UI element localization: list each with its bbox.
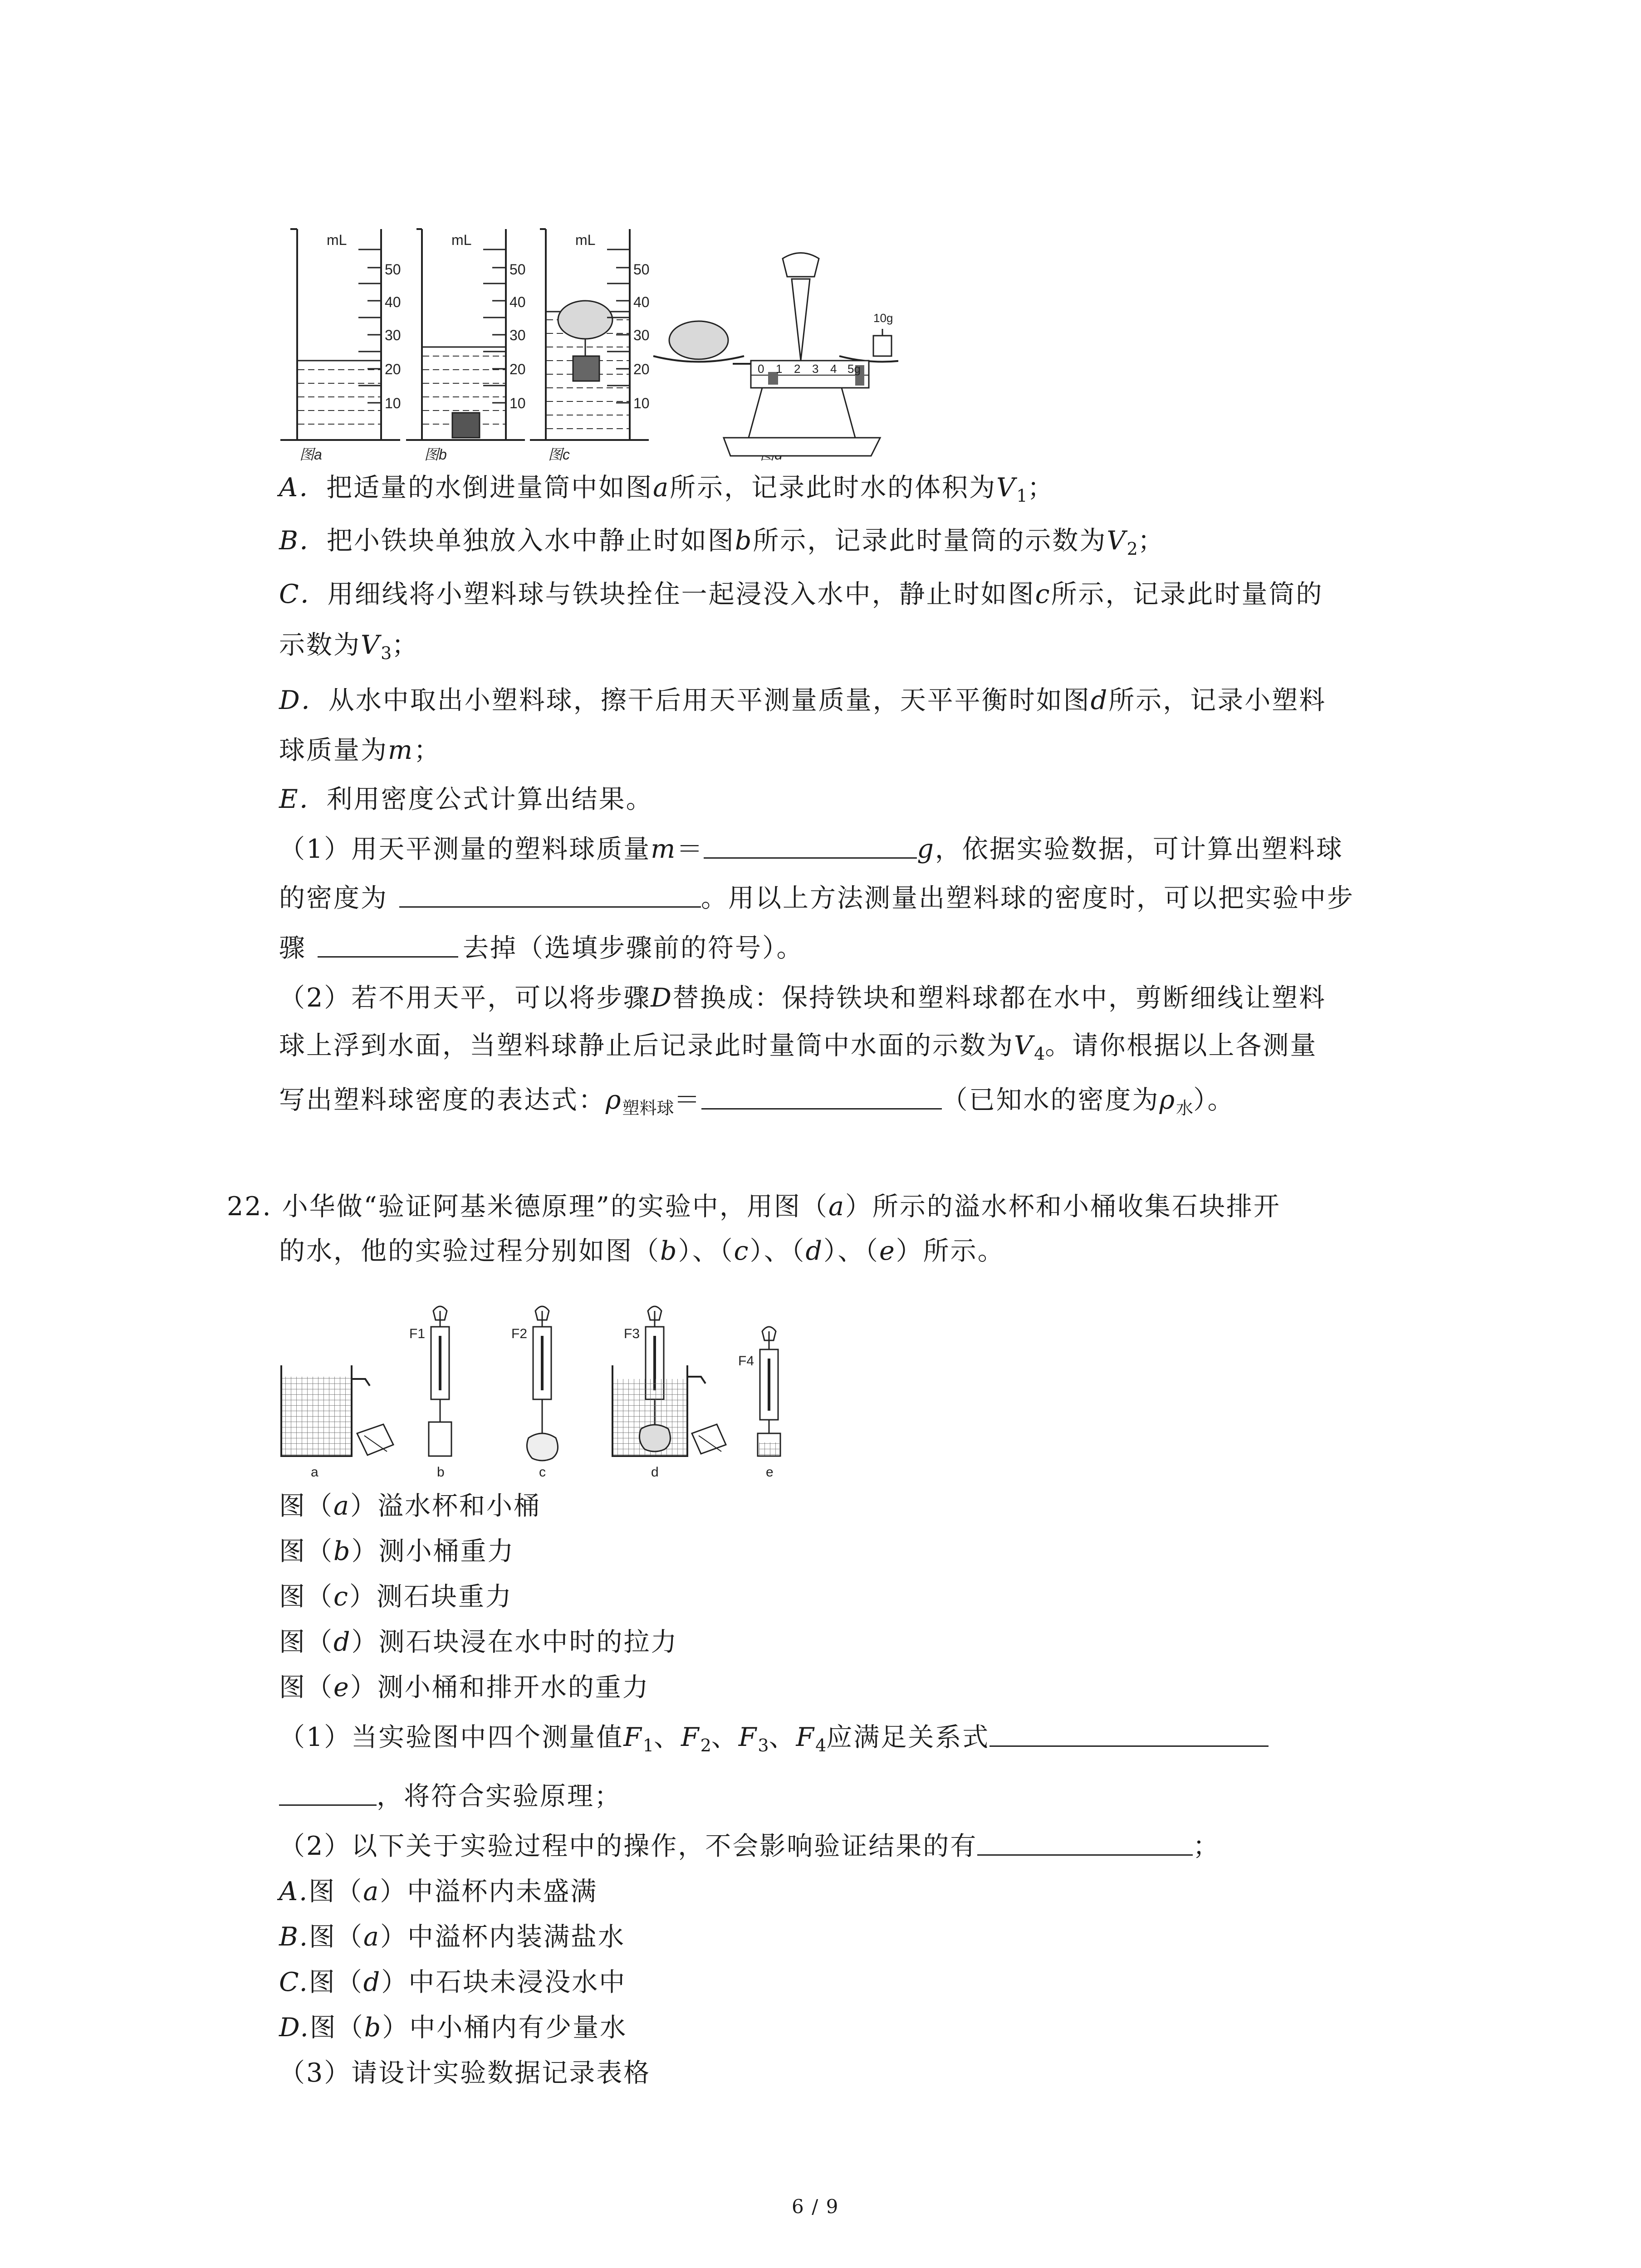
step-d: D．从水中取出小塑料球，擦干后用天平测量质量，天平平衡时如图d所示，记录小塑料 [279, 685, 1327, 715]
q22-part3: （3）请设计实验数据记录表格 [279, 2058, 651, 2088]
panel-label-a: a [311, 1465, 318, 1480]
q21-part1-line1: （1）用天平测量的塑料球质量m＝ g，依据实验数据，可计算出塑料球 [279, 831, 1343, 867]
scale-tick: 1 [776, 362, 783, 376]
density-answer-blank[interactable] [399, 880, 701, 908]
force-label-f3: F3 [624, 1326, 640, 1341]
tick-label: 30 [385, 327, 401, 343]
tick-label: 50 [385, 261, 401, 278]
force-label-f2: F2 [511, 1326, 528, 1341]
panel-label-e: e [766, 1465, 774, 1480]
step-a: A．把适量的水倒进量筒中如图a所示，记录此时水的体积为$V_1$； [279, 473, 1055, 506]
scale-tick: 2 [794, 362, 801, 376]
archimedes-figure [274, 1302, 837, 1483]
tick-label: 30 [633, 327, 650, 343]
q21-part2-line2: 球上浮到水面，当塑料球静止后记录此时量筒中水面的示数为$V_4$。请你根据以上各测量 [279, 1031, 1318, 1064]
unit-label-a: mL [327, 232, 347, 248]
option-c: C.图（d）中石块未浸没水中 [279, 1967, 627, 1997]
tick-label: 20 [385, 361, 401, 377]
relation-answer-blank-cont[interactable] [279, 1778, 377, 1806]
tick-label: 30 [509, 327, 526, 343]
panel-label-d: d [651, 1465, 659, 1480]
q22-intro-line2: 的水，他的实验过程分别如图（b）、（c）、（d）、（e）所示。 [279, 1236, 1005, 1266]
scale-tick: 3 [812, 362, 819, 376]
caption-b: 图（b）测小桶重力 [279, 1536, 515, 1566]
tick-label: 50 [509, 261, 526, 278]
panel-label-c: c [539, 1465, 546, 1480]
q21-part1-line2: 的密度为 。用以上方法测量出塑料球的密度时，可以把实验中步 [279, 880, 1354, 916]
step-e: E．利用密度公式计算出结果。 [279, 784, 653, 814]
panel-label-c: 图c [548, 446, 570, 463]
option-d: D.图（b）中小桶内有少量水 [279, 2013, 627, 2043]
q22-part2: （2）以下关于实验过程中的操作，不会影响验证结果的有 ； [279, 1828, 1220, 1864]
operations-answer-blank[interactable] [977, 1828, 1193, 1856]
force-label-f4: F4 [738, 1354, 754, 1369]
scale-tick: 5g [847, 362, 861, 376]
cylinder-balance-diagram [272, 211, 898, 467]
page-number: 6 / 9 [792, 2195, 839, 2218]
mass-answer-blank[interactable] [704, 831, 917, 859]
balance-icon [653, 253, 898, 456]
tick-label: 10 [633, 395, 650, 411]
force-label-f1: F1 [409, 1326, 426, 1341]
q22-intro-line1: 22. 小华做“验证阿基米德原理”的实验中，用图（a）所示的溢水杯和小桶收集石块排开 [227, 1192, 1281, 1222]
tick-label: 20 [509, 361, 526, 377]
panel-label-a: 图a [299, 446, 322, 463]
archimedes-diagram [274, 1302, 837, 1483]
caption-c: 图（c）测石块重力 [279, 1582, 513, 1612]
step-c: C．用细线将小塑料球与铁块拴住一起浸没入水中，静止时如图c所示，记录此时量筒的 [279, 579, 1323, 609]
unit-label-b: mL [451, 232, 472, 248]
option-b: B.图（a）中溢杯内装满盐水 [279, 1922, 625, 1952]
q22-part1-cont: ，将符合实验原理； [279, 1778, 622, 1814]
tick-label: 40 [509, 294, 526, 310]
tick-label: 40 [633, 294, 650, 310]
step-c-cont: 示数为$V_3$； [279, 630, 419, 663]
step-d-cont: 球质量为m； [279, 735, 441, 765]
tick-label: 20 [633, 361, 650, 377]
weight-label: 10g [873, 311, 893, 325]
q21-part2-line3: 写出塑料球密度的表达式：$\rho_{塑料球}=$ （已知水的密度为$\rho_水$）。 [279, 1082, 1235, 1126]
scale-tick: 0 [758, 362, 764, 376]
caption-d: 图（d）测石块浸在水中时的拉力 [279, 1627, 678, 1657]
relation-answer-blank[interactable] [989, 1719, 1269, 1747]
caption-a: 图（a）溢水杯和小桶 [279, 1491, 541, 1521]
option-a: A.图（a）中溢杯内未盛满 [279, 1877, 598, 1906]
step-b: B．把小铁块单独放入水中静止时如图b所示，记录此时量筒的示数为$V_2$； [279, 526, 1165, 559]
scale-tick: 4 [830, 362, 837, 376]
q21-part1-line3: 骤 去掉（选填步骤前的符号）。 [279, 930, 804, 966]
caption-e: 图（e）测小桶和排开水的重力 [279, 1672, 650, 1702]
step-answer-blank[interactable] [318, 930, 458, 958]
panel-label-b: 图b [424, 446, 447, 463]
q21-part2-line1: （2）若不用天平，可以将步骤D替换成：保持铁块和塑料球都在水中，剪断细线让塑料 [279, 983, 1326, 1013]
unit-label-c: mL [575, 232, 596, 248]
tick-label: 50 [633, 261, 650, 278]
tick-label: 40 [385, 294, 401, 310]
question-number: 22. [227, 1192, 272, 1222]
panel-label-b: b [437, 1465, 445, 1480]
tick-label: 10 [509, 395, 526, 411]
q22-part1: （1）当实验图中四个测量值$F_1$、$F_2$、$F_3$、$F_4$应满足关系式 [279, 1719, 1269, 1764]
cylinder-balance-figure [272, 211, 898, 467]
density-expression-blank[interactable] [701, 1082, 942, 1110]
tick-label: 10 [385, 395, 401, 411]
